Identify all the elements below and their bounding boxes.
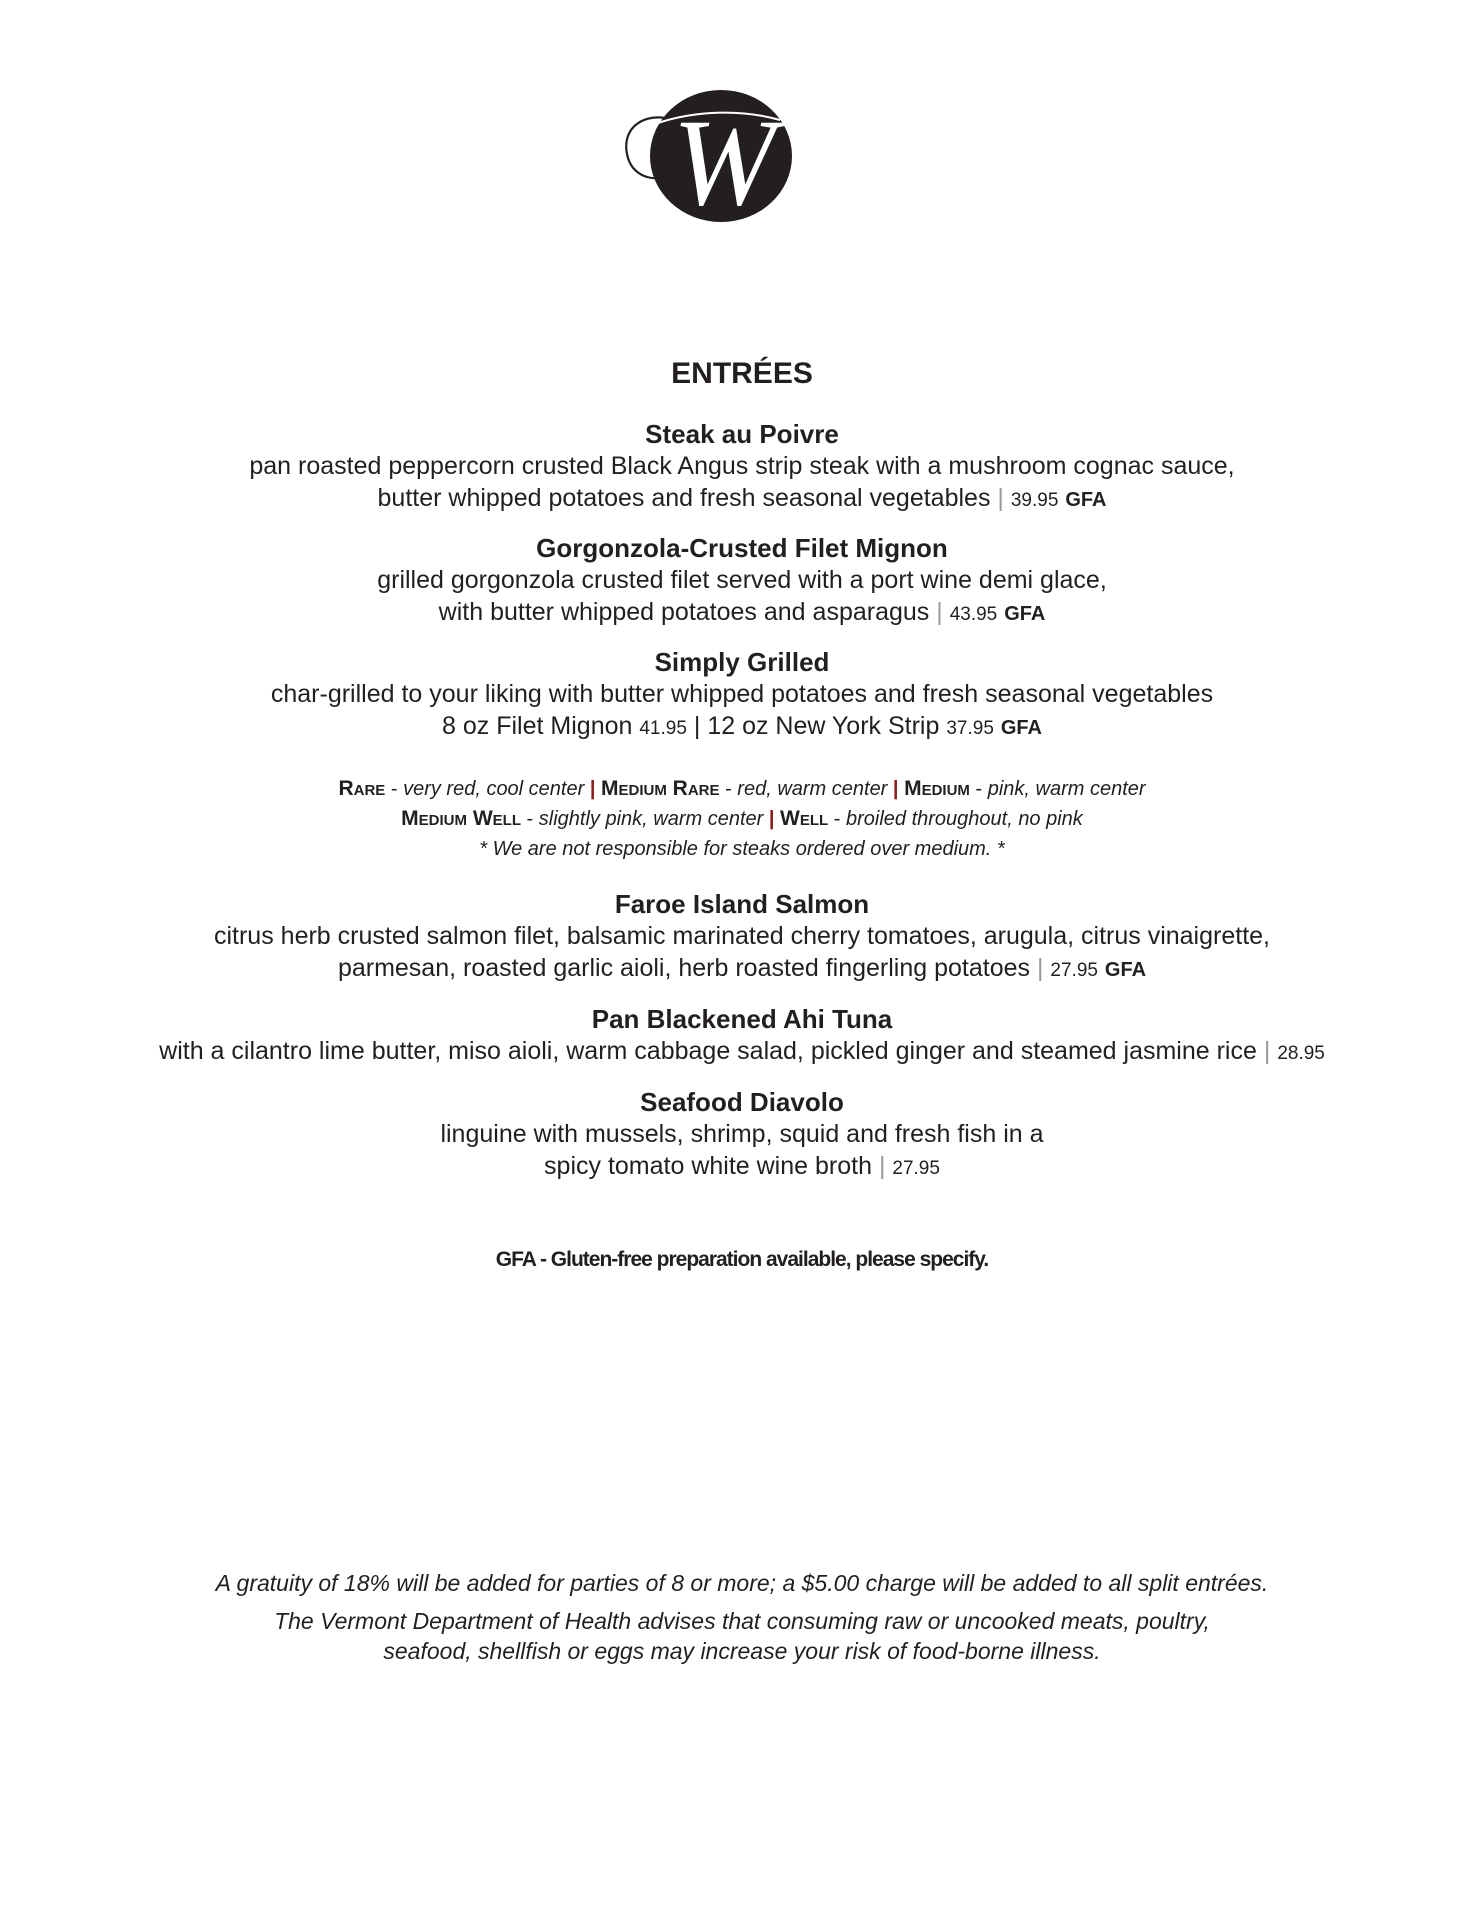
item-price: 43.95 [949,604,998,625]
price-separator: | [997,484,1004,512]
doneness-description: red, warm center [737,778,888,800]
footer-health-advisory [0,1606,1484,1666]
doneness-line: Medium Well - slightly pink, warm center | Well - broiled throughout, no pink [401,807,1083,830]
item-description-line: pan roasted peppercorn crusted Black Angus strip steak with a mushroom cognac sauce, [249,452,1235,480]
doneness-description: slightly pink, warm center [538,808,764,830]
item-description-line [0,1150,1484,1185]
doneness-term: Medium Well [401,807,521,830]
item-price: 27.95 [1050,960,1098,981]
gfa-legend: GFA - Gluten-free preparation available, please specify. [495,1248,989,1271]
item-description-line [0,596,1484,631]
doneness-term: Well [780,807,829,830]
item-description-line: citrus herb crusted salmon filet, balsamic marinated cherry tomatoes, arugula, citrus vinaigrette, [213,922,1270,950]
item-name: Steak au Poivre [645,419,839,449]
item-name: Faroe Island Salmon [614,889,870,919]
footer-gratuity: A gratuity of 18% will be added for parties of 8 or more; a $5.00 charge will be added to all split entrées. [215,1570,1269,1596]
footer-advisory-line: seafood, shellfish or eggs may increase your risk of food-borne illness. [383,1638,1101,1664]
item-description-line: linguine with mussels, shrimp, squid and fresh fish in a [440,1120,1044,1148]
item-description-text: spicy tomato white wine broth [544,1152,872,1180]
doneness-separator: | [768,808,775,830]
item-description-text: parmesan, roasted garlic aioli, herb roasted fingerling potatoes [337,954,1031,982]
item-price: 39.95 [1010,490,1059,511]
item-description-line [0,482,1484,517]
doneness-term: Medium [904,777,970,800]
gfa-tag: GFA [1000,717,1042,739]
menu-item-ahi-tuna [0,1003,1484,1070]
logo-letter: W [672,94,776,226]
item-name: Seafood Diavolo [640,1087,844,1117]
item-name: Pan Blackened Ahi Tuna [591,1004,893,1034]
menu-item-simply-grilled [0,646,1484,745]
option-price: 37.95 [946,718,994,739]
item-description-line [0,1035,1484,1070]
price-separator: | [1263,1037,1271,1065]
item-description-line [0,952,1484,987]
item-name: Gorgonzola-Crusted Filet Mignon [536,533,948,563]
option-label: 12 oz New York Strip [707,712,940,740]
section-heading: ENTRÉES [671,357,813,390]
price-separator: | [936,598,943,626]
menu-item-faroe-island-salmon [0,888,1484,987]
item-description-line: grilled gorgonzola crusted filet served with a port wine demi glace, [377,566,1107,594]
doneness-term: Medium Rare [601,777,720,800]
item-description-text: with butter whipped potatoes and asparagus [438,598,930,626]
doneness-line: Rare - very red, cool center | Medium Rare - red, warm center | Medium - pink, warm center [338,777,1146,800]
doneness-separator: | [589,778,596,800]
gfa-tag: GFA [1004,603,1046,625]
doneness-description: pink, warm center [987,778,1146,800]
gfa-tag: GFA [1065,489,1107,511]
item-description-text: with a cilantro lime butter, miso aioli, warm cabbage salad, pickled ginger and steamed jasmine rice [159,1037,1257,1065]
doneness-legend [0,774,1484,864]
item-price: 27.95 [892,1158,940,1179]
item-name: Simply Grilled [654,647,830,677]
price-separator: | [693,712,701,740]
doneness-disclaimer: * We are not responsible for steaks ordered over medium. * [479,838,1005,860]
option-price: 41.95 [639,718,687,739]
footer-advisory-line: The Vermont Department of Health advises that consuming raw or uncooked meats, poultry, [274,1608,1210,1634]
w-monogram-logo [620,86,820,226]
doneness-separator: | [892,778,899,800]
menu-item-seafood-diavolo [0,1086,1484,1185]
gfa-tag: GFA [1104,959,1147,981]
item-description-line: char-grilled to your liking with butter whipped potatoes and fresh seasonal vegetables [270,680,1214,708]
price-separator: | [1036,954,1044,982]
menu-item-steak-au-poivre [0,418,1484,517]
item-description-text: butter whipped potatoes and fresh seasonal vegetables [377,484,991,512]
item-options-line [0,710,1484,745]
doneness-term: Rare [338,777,386,800]
price-separator: | [878,1152,886,1180]
doneness-description: broiled throughout, no pink [845,808,1083,830]
item-price: 28.95 [1277,1043,1325,1064]
doneness-description: very red, cool center [403,778,585,800]
menu-item-gorgonzola-filet [0,532,1484,631]
option-label: 8 oz Filet Mignon [442,712,633,740]
